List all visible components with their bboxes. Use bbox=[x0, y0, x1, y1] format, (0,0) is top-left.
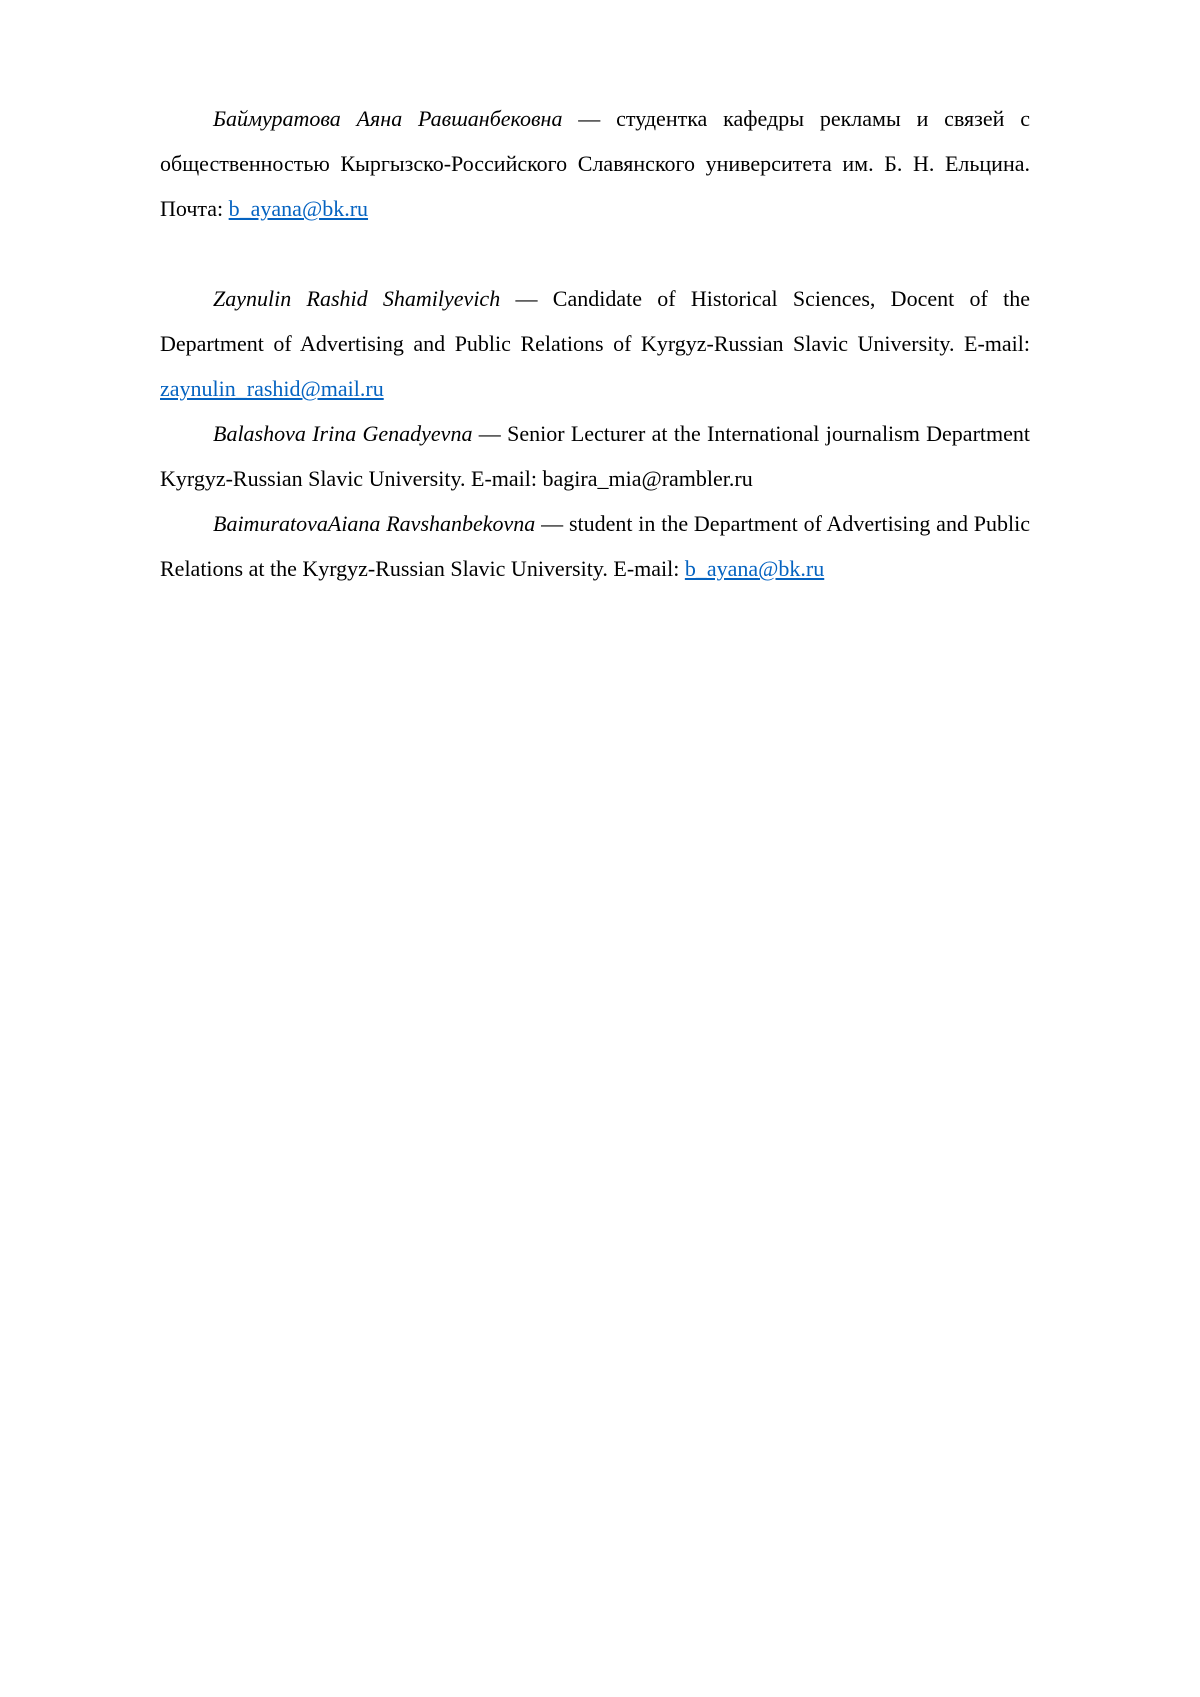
author-description-baimuratova-en: — student in the Department of Advertising and Public Relations at the Kyrgyz-Russian Slavic University. E-mail: bbox=[160, 511, 1030, 581]
author-name-baimuratova-ru: Баймуратова Аяна Равшанбековна bbox=[213, 106, 563, 131]
author-name-baimuratova-en: BaimuratovaAiana Ravshanbekovna bbox=[213, 511, 536, 536]
author-paragraph-baimuratova-ru bbox=[160, 96, 1030, 231]
author-name-zaynulin-en: Zaynulin Rashid Shamilyevich bbox=[213, 286, 501, 311]
author-description-balashova-en: — Senior Lecturer at the International journalism Department Kyrgyz-Russian Slavic University. E-mail: bagira_mia@rambler.ru bbox=[160, 421, 1030, 491]
blank-line bbox=[160, 231, 1030, 276]
author-description-zaynulin-en: — Candidate of Historical Sciences, Docent of the Department of Advertising and Public Relations of Kyrgyz-Russian Slavic University. E-mail: bbox=[160, 286, 1030, 356]
author-name-balashova-en: Balashova Irina Genadyevna bbox=[213, 421, 473, 446]
email-link-b-ayana-ru[interactable]: b_ayana@bk.ru bbox=[228, 196, 369, 221]
email-link-zaynulin-rashid[interactable]: zaynulin_rashid@mail.ru bbox=[160, 376, 384, 401]
email-link-b-ayana-en[interactable]: b_ayana@bk.ru bbox=[684, 556, 825, 581]
author-description-baimuratova-ru: — студентка кафедры рекламы и связей с общественностью Кыргызско-Российского Славянского университета им. Б. Н. Ельцина. Почта: bbox=[160, 106, 1031, 221]
author-paragraph-zaynulin-en bbox=[160, 276, 1030, 411]
author-paragraph-balashova-en bbox=[160, 411, 1030, 501]
author-paragraph-baimuratova-en bbox=[160, 501, 1030, 591]
